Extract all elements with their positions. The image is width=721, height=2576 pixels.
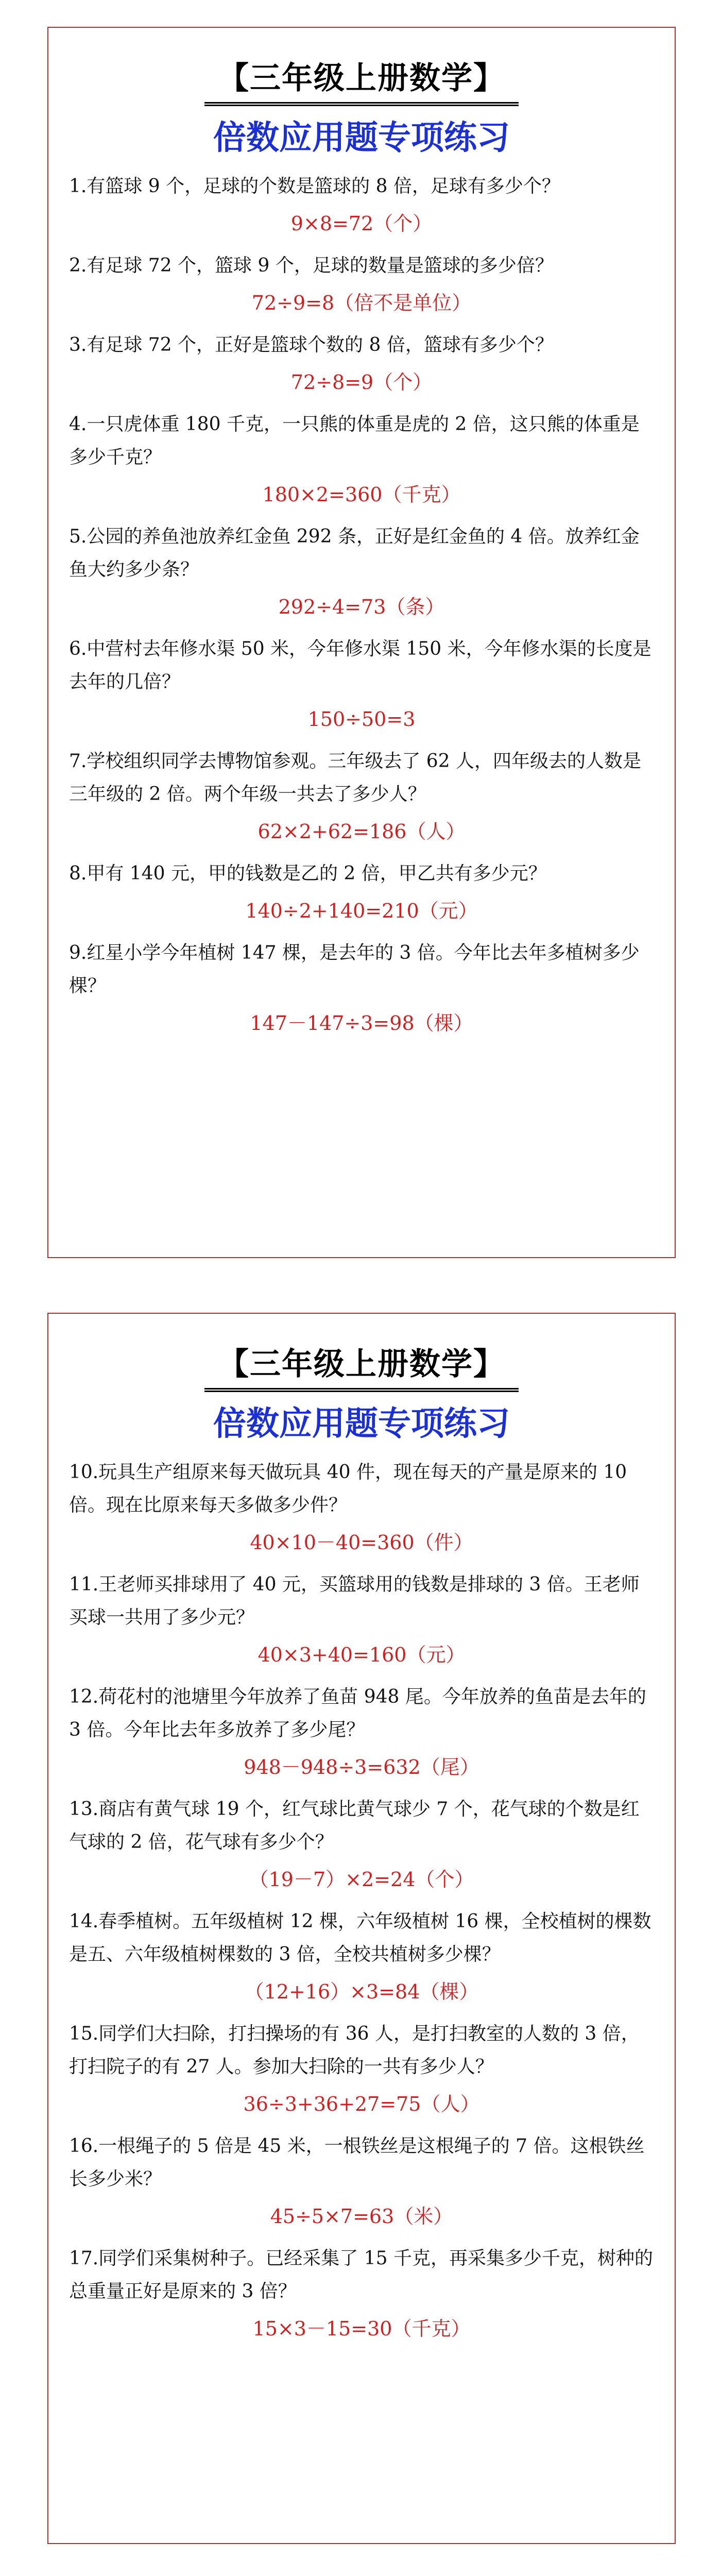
answer-text: （19－7）×2=24（个） bbox=[249, 1868, 474, 1891]
question-list bbox=[69, 170, 654, 1040]
question-list bbox=[69, 1456, 654, 2345]
question-text: 1.有篮球 9 个，足球的个数是篮球的 8 倍，足球有多少个？ bbox=[69, 176, 560, 197]
question-text: 17.同学们采集树种子。已经采集了 15 千克，再采集多少千克，树种的总重量正好是原来的 3 倍？ bbox=[69, 2248, 653, 2302]
question-text: 15.同学们大扫除，打扫操场的有 36 人，是打扫教室的人数的 3 倍，打扫院子的有 27 人。参加大扫除的一共有多少人？ bbox=[69, 2023, 640, 2077]
question-text: 10.玩具生产组原来每天做玩具 40 件，现在每天的产量是原来的 10 倍。现在比原来每天多做多少件？ bbox=[69, 1462, 627, 1516]
question-text: 5.公园的养鱼池放养红金鱼 292 条，正好是红金鱼的 4 倍。放养红金鱼大约多少条？ bbox=[69, 526, 640, 580]
answer-text: 40×3+40=160（元） bbox=[258, 1643, 466, 1666]
question-text: 2.有足球 72 个，篮球 9 个，足球的数量是篮球的多少倍？ bbox=[69, 255, 554, 276]
worksheet-page-2 bbox=[47, 1313, 676, 2544]
answer-text: 180×2=360（千克） bbox=[262, 483, 461, 506]
answer-text: 147－147÷3=98（棵） bbox=[250, 1012, 473, 1035]
answer-text: 15×3－15=30（千克） bbox=[252, 2317, 471, 2340]
answer-text: 72÷8=9（个） bbox=[290, 371, 433, 394]
page-header: 【三年级上册数学】 bbox=[204, 1340, 519, 1392]
answer-text: 140÷2+140=210（元） bbox=[245, 900, 478, 922]
answer-text: 40×10－40=360（件） bbox=[250, 1531, 473, 1554]
question-text: 3.有足球 72 个，正好是篮球个数的 8 倍，篮球有多少个？ bbox=[69, 334, 554, 355]
question-text: 9.红星小学今年植树 147 棵，是去年的 3 倍。今年比去年多植树多少棵？ bbox=[69, 942, 640, 996]
answer-text: （12+16）×3=84（棵） bbox=[244, 1980, 479, 2003]
answer-text: 150÷50=3 bbox=[307, 708, 416, 731]
worksheet-page-1 bbox=[47, 27, 676, 1258]
answer-text: 62×2+62=186（人） bbox=[258, 820, 466, 843]
answer-text: 9×8=72（个） bbox=[290, 212, 433, 235]
page-subtitle: 倍数应用题专项练习 bbox=[213, 1405, 510, 1443]
question-text: 13.商店有黄气球 19 个，红气球比黄气球少 7 个，花气球的个数是红气球的 2 倍，花气球有多少个？ bbox=[69, 1799, 640, 1853]
question-text: 8.甲有 140 元，甲的钱数是乙的 2 倍，甲乙共有多少元？ bbox=[69, 863, 547, 884]
question-text: 14.春季植树。五年级植树 12 棵，六年级植树 16 棵，全校植树的棵数是五、六年级植树棵数的 3 倍，全校共植树多少棵？ bbox=[69, 1911, 651, 1965]
question-text: 16.一根绳子的 5 倍是 45 米，一根铁丝是这根绳子的 7 倍。这根铁丝长多少米？ bbox=[69, 2136, 645, 2190]
answer-text: 36÷3+36+27=75（人） bbox=[243, 2093, 480, 2115]
question-text: 12.荷花村的池塘里今年放养了鱼苗 948 尾。今年放养的鱼苗是去年的 3 倍。今年比去年多放养了多少尾？ bbox=[69, 1686, 646, 1740]
question-text: 11.王老师买排球用了 40 元，买篮球用的钱数是排球的 3 倍。王老师买球一共用了多少元？ bbox=[69, 1574, 640, 1628]
answer-text: 45÷5×7=63（米） bbox=[270, 2205, 453, 2228]
page-subtitle: 倍数应用题专项练习 bbox=[213, 119, 510, 157]
question-text: 7.学校组织同学去博物馆参观。三年级去了 62 人，四年级去的人数是三年级的 2 倍。两个年级一共去了多少人？ bbox=[69, 751, 642, 805]
question-text: 4.一只虎体重 180 千克，一只熊的体重是虎的 2 倍，这只熊的体重是多少千克？ bbox=[69, 414, 640, 468]
question-text: 6.中营村去年修水渠 50 米，今年修水渠 150 米，今年修水渠的长度是去年的几倍？ bbox=[69, 638, 651, 692]
answer-text: 72÷9=8（倍不是单位） bbox=[251, 292, 472, 314]
page-header: 【三年级上册数学】 bbox=[204, 54, 519, 106]
answer-text: 292÷4=73（条） bbox=[278, 596, 445, 618]
answer-text: 948－948÷3=632（尾） bbox=[244, 1756, 479, 1778]
